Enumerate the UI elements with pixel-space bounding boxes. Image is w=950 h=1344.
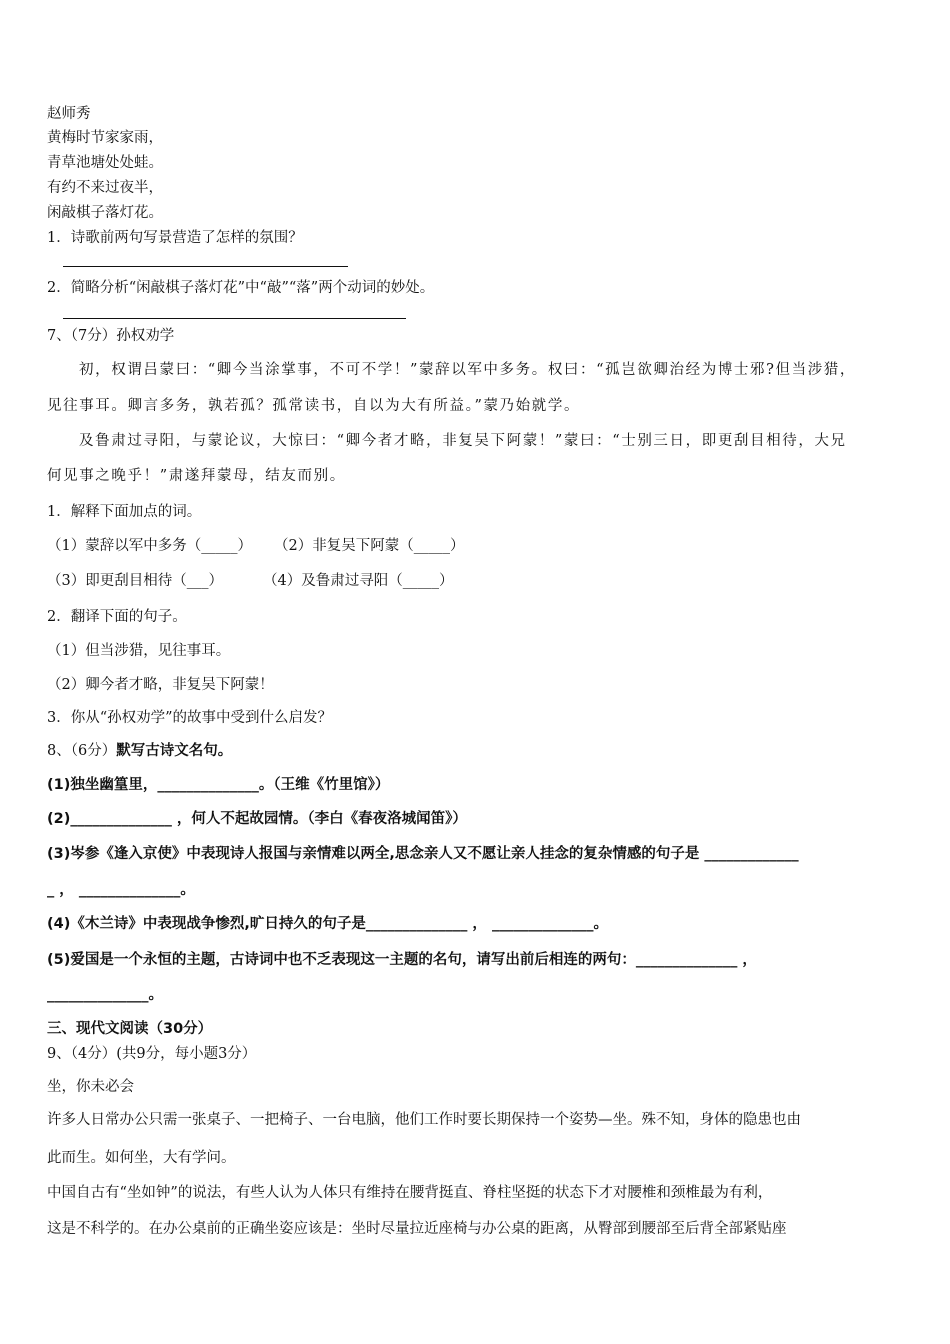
q8-title-number: 8、（6分） [47,743,117,759]
q7-blank-row-2 [47,571,453,591]
q7-passage-p2-line2: 何见事之晚乎！”肃遂拜蒙母，结友而别。 [47,468,346,484]
q7-translate-1: （1）但当涉猎，见往事耳。 [47,643,231,659]
q8-item-3-line2[interactable]: _ ， ______________。 [47,882,195,898]
q8-item-2[interactable]: (2)______________ ，何人不起故园情。（李白《春夜洛城闻笛》） [47,811,467,827]
q7-sub-question-3: 3．你从“孙权劝学”的故事中受到什么启发？ [47,710,333,726]
q7-blank-3[interactable]: （3）即更刮目相待（___） [47,573,223,589]
q8-item-3-line1[interactable]: (3)岑参《逢入京使》中表现诗人报国与亲情难以两全,思念亲人又不愿让亲人挂念的复杂情感的句子是 _____________ [47,846,799,862]
poem-author: 赵师秀 [47,106,91,122]
q6-sub-question-1: 1．诗歌前两句写景营造了怎样的氛围？ [47,230,303,246]
q9-article-p1-line1: 许多人日常办公只需一张桌子、一把椅子、一台电脑，他们工作时要长期保持一个姿势—坐。殊不知，身体的隐患也由 [47,1112,801,1128]
q8-item-5-line1[interactable]: (5)爱国是一个永恒的主题，古诗词中也不乏表现这一主题的名句，请写出前后相连的两句：______________ ， [47,952,757,968]
q7-passage-p1-line2: 见往事耳。卿言多务，孰若孤？孤常读书，自以为大有所益。”蒙乃始就学。 [47,398,581,414]
poem-line-2: 青草池塘处处蛙。 [47,155,163,171]
q9-article-title: 坐，你未必会 [47,1079,134,1095]
q8-item-1[interactable]: (1)独坐幽篁里，______________。（王维《竹里馆》） [47,777,390,793]
q7-title: 7、（7分）孙权劝学 [47,328,175,344]
q8-item-5-line2[interactable]: ______________。 [47,987,163,1003]
q9-title: 9、（4分）(共9分，每小题3分） [47,1046,257,1062]
poem-line-4: 闲敲棋子落灯花。 [47,205,163,221]
q7-blank-row-1 [47,536,464,556]
poem-line-3: 有约不来过夜半， [47,180,163,196]
q8-title-text: 默写古诗文名句。 [116,743,233,759]
q8-title [47,741,232,761]
q6-sub-question-2: 2．简略分析“闲敲棋子落灯花”中“敲”“落”两个动词的妙处。 [47,280,435,296]
q7-passage-p2-line1: 及鲁肃过寻阳，与蒙论议，大惊曰：“卿今者才略，非复吴下阿蒙！”蒙曰：“士别三日，即更刮目相待，大兄 [79,433,847,449]
q6-answer-line-2[interactable] [63,318,406,319]
q6-answer-line-1[interactable] [63,266,348,267]
q7-translate-2: （2）卿今者才略，非复吴下阿蒙！ [47,677,274,693]
q9-article-p2-line1: 中国自古有“坐如钟”的说法，有些人认为人体只有维持在腰背挺直、脊柱坚挺的状态下才对腰椎和颈椎最为有利， [47,1185,773,1201]
q7-passage-p1-line1: 初，权谓吕蒙曰：“卿今当涂掌事，不可不学！”蒙辞以军中多务。权曰：“孤岂欲卿治经为博士邪?但当涉猎， [79,362,857,378]
q8-item-4[interactable]: (4)《木兰诗》中表现战争惨烈,旷日持久的句子是______________ ， ______________。 [47,916,608,932]
q7-blank-4[interactable]: （4）及鲁肃过寻阳（_____） [262,573,454,589]
q7-sub-question-2: 2．翻译下面的句子。 [47,609,187,625]
poem-line-1: 黄梅时节家家雨， [47,130,163,146]
section-3-heading: 三、现代文阅读（30分） [47,1021,213,1037]
q9-article-p1-line2: 此而生。如何坐，大有学问。 [47,1150,236,1166]
q7-blank-1[interactable]: （1）蒙辞以军中多务（_____） [47,538,252,554]
q7-blank-2[interactable]: （2）非复吴下阿蒙（_____） [273,538,465,554]
q9-article-p2-line2: 这是不科学的。在办公桌前的正确坐姿应该是：坐时尽量拉近座椅与办公桌的距离，从臀部到腰部至后背全部紧贴座 [47,1221,787,1237]
q7-sub-question-1: 1．解释下面加点的词。 [47,504,202,520]
